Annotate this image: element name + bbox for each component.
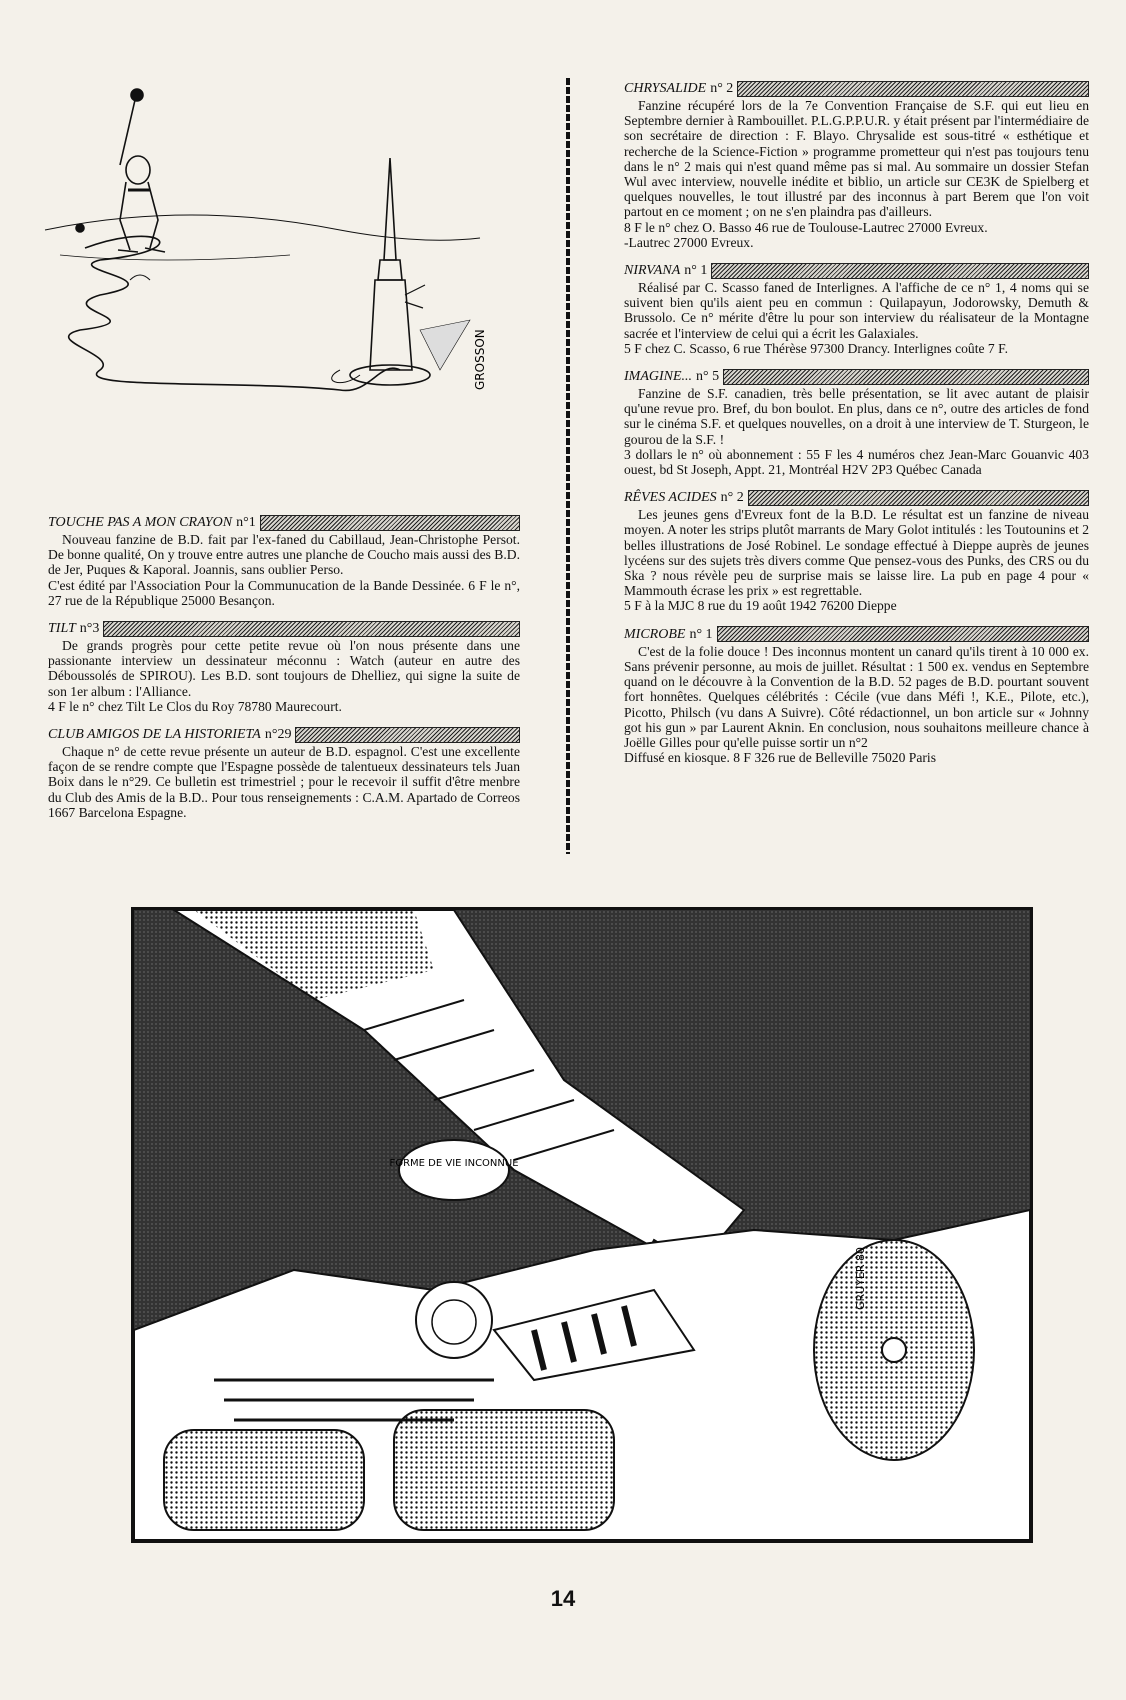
issue-number: n° 1	[684, 262, 708, 278]
review-text: Chaque n° de cette revue présente un auteur de B.D. espagnol. C'est une excellente façon de se rendre compte que l'Espagne possède de talentueux dessinateurs tels Juan Boix dans le n°29. Ce bulletin est trimestriel ; pour le recevoir il suffit d'être menbre du Club des Amis de la B.D.. Pour tous renseignements : C.A.M. Apartado de Correos 1667 Barcelona Espagne.	[48, 744, 520, 820]
review-address-extra: -Lautrec 27000 Evreux.	[624, 234, 754, 250]
column-divider	[566, 78, 570, 854]
page-number: 14	[550, 1586, 576, 1611]
heading-rule	[723, 369, 1089, 385]
review-tilt	[48, 620, 520, 714]
heading-rule	[737, 81, 1089, 97]
heading-rule	[711, 263, 1089, 279]
artist-signature: GROSSON	[473, 329, 487, 390]
artist-signature: GRUYER 80	[854, 1246, 867, 1310]
speech-bubble-text: FORME DE VIE INCONNUE	[389, 1158, 519, 1169]
review-address: Diffusé en kiosque. 8 F 326 rue de Belleville 75020 Paris	[624, 750, 936, 766]
comic-panel-illustration	[131, 907, 1033, 1543]
review-title: CHRYSALIDE	[624, 80, 707, 96]
review-chrysalide	[624, 80, 1089, 250]
review-address: 4 F le n° chez Tilt Le Clos du Roy 78780 Maurecourt.	[48, 698, 342, 714]
left-column	[48, 514, 520, 832]
review-text: Nouveau fanzine de B.D. fait par l'ex-faned du Cabillaud, Jean-Christophe Persot. De bonne qualité, On y trouve entre autres une planche de Coucho mais aussi des B.D. de Jer, Puques & Kaporal. Joannis, sans oublier Perso.	[48, 532, 520, 578]
review-title: TILT	[48, 620, 76, 636]
review-address: 3 dollars le n° où abonnement : 55 F les 4 numéros chez Jean-Marc Gouanvic 403 ouest, bd St Joseph, Appt. 21, Montréal H2V 2P3 Québec Canada	[624, 446, 1089, 478]
review-address: 5 F chez C. Scasso, 6 rue Thérèse 97300 Drancy. Interlignes coûte 7 F.	[624, 340, 1008, 356]
issue-number: n° 2	[720, 490, 744, 506]
review-reves-acides	[624, 489, 1089, 613]
issue-number: n°29	[264, 726, 292, 742]
heading-rule	[260, 515, 520, 531]
review-microbe	[624, 626, 1089, 766]
review-club-amigos	[48, 726, 520, 820]
review-title: TOUCHE PAS A MON CRAYON	[48, 514, 233, 530]
review-text: De grands progrès pour cette petite revue où l'on nous présente dans une passionante interview un dessinateur méconnu : Watch (auteur en autre des Déboussolés de SPIROU). Les B.D. sont toujours de Dhelliez, qui signe la suite de son 1er album : l'Alliance.	[48, 638, 520, 699]
issue-number: n°3	[79, 620, 100, 636]
review-address: 8 F le n° chez O. Basso 46 rue de Toulouse-Lautrec 27000 Evreux.	[624, 219, 988, 235]
review-title: IMAGINE...	[624, 368, 693, 384]
review-title: NIRVANA	[624, 262, 681, 278]
issue-number: n° 5	[696, 368, 720, 384]
review-text: Réalisé par C. Scasso faned de Interlignes. A l'affiche de ce n° 1, 4 noms qui se suivent bien qu'ils aient peu en commun : Quilapayun, Jodorowsky, Demuth & Brussolo. Ce n° mérite d'être lu pour son interview du réalisateur de la Montagne sacrée et l'interview de celui qui a écrit les Galaxiales.	[624, 280, 1089, 341]
review-text: Fanzine récupéré lors de la 7e Convention Française de S.F. qui eut lieu en Septembre dernier à Rambouillet. P.L.G.P.P.U.R. y était présent par l'intermédiaire de son secrétaire de direction : F. Blayo. Chrysalide est sous-titré « esthétique et recherche de la Science-Fiction » programme prometteur qui n'est pas toujours tenu dans le n° 2 mais qui n'est quand même pas si mal. Au sommaire un dossier Stefan Wul avec interview, nouvelle inédite et biblio, un article sur CE3K de Spielberg et quelques nouvelles, le tout illustré par des inconnus à part Berem que l'on voit partout en ce moment ; on ne s'en plaindra pas d'ailleurs.	[624, 98, 1089, 220]
review-text: C'est de la folie douce ! Des inconnus montent un canard qu'ils tirent à 10 000 ex. Sans prévenir personne, au mois de juillet. Résultat : 1 500 ex. vendus en Septembre quand on le découvre à la Convention de la B.D. 52 pages de B.D. pourtant souvent fort honnêtes. Quelques célébrités : Cécile (vue dans Méfi !, K.E., Pilote, etc.), Picotto, Philsch (vu dans A Suivre). Côté rédactionnel, un bon article sur « Johnny got his gun » par Laurent Aknin. En conclusion, nous souhaitons meilleure chance à Joëlle Gilles pour qu'elle puisse sortir un n°2	[624, 643, 1089, 750]
review-touche-pas-a-mon-crayon	[48, 514, 520, 608]
review-text: Les jeunes gens d'Evreux font de la B.D. Le résultat est un fanzine de niveau moyen. A noter les strips plutôt marrants de Mary Golot intitulés : les Toutounins et 2 belles illustrations de José Robinel. Le sondage effectué à Dieppe auprès de jeunes lycéens sur des sujets très divers comme Que pensez-vous des Punks, des CRS ou du Ska ? nous révèle peu de surprise mais se laisse lire. La pub en page 4 pour « Mammouth écrase les prix » est regrettable.	[624, 507, 1089, 599]
issue-number: n° 2	[710, 80, 734, 96]
issue-number: n°1	[236, 514, 256, 530]
heading-rule	[717, 626, 1089, 642]
golfer-rocket-illustration	[40, 70, 540, 500]
review-imagine	[624, 368, 1089, 477]
review-title: CLUB AMIGOS DE LA HISTORIETA	[48, 726, 261, 742]
heading-rule	[295, 727, 520, 743]
issue-number: n° 1	[689, 626, 713, 642]
review-text: Fanzine de S.F. canadien, très belle présentation, se lit avec autant de plaisir qu'une revue pro. Bref, du bon boulot. En plus, dans ce n°, outre des articles de fond sur le cinéma S.F. et quelques nouvelles, on a droit à une interview de T. Sturgeon, le gourou de la S.F. !	[624, 386, 1089, 447]
review-title: RÊVES ACIDES	[624, 490, 717, 506]
heading-rule	[103, 621, 520, 637]
review-nirvana	[624, 262, 1089, 356]
review-address: C'est édité par l'Association Pour la Communucation de la Bande Dessinée. 6 F le n°, 27 rue de la République 25000 Besançon.	[48, 577, 520, 608]
review-address: 5 F à la MJC 8 rue du 19 août 1942 76200 Dieppe	[624, 598, 897, 614]
review-title: MICROBE	[624, 626, 686, 642]
heading-rule	[748, 490, 1089, 506]
right-column	[624, 80, 1089, 777]
